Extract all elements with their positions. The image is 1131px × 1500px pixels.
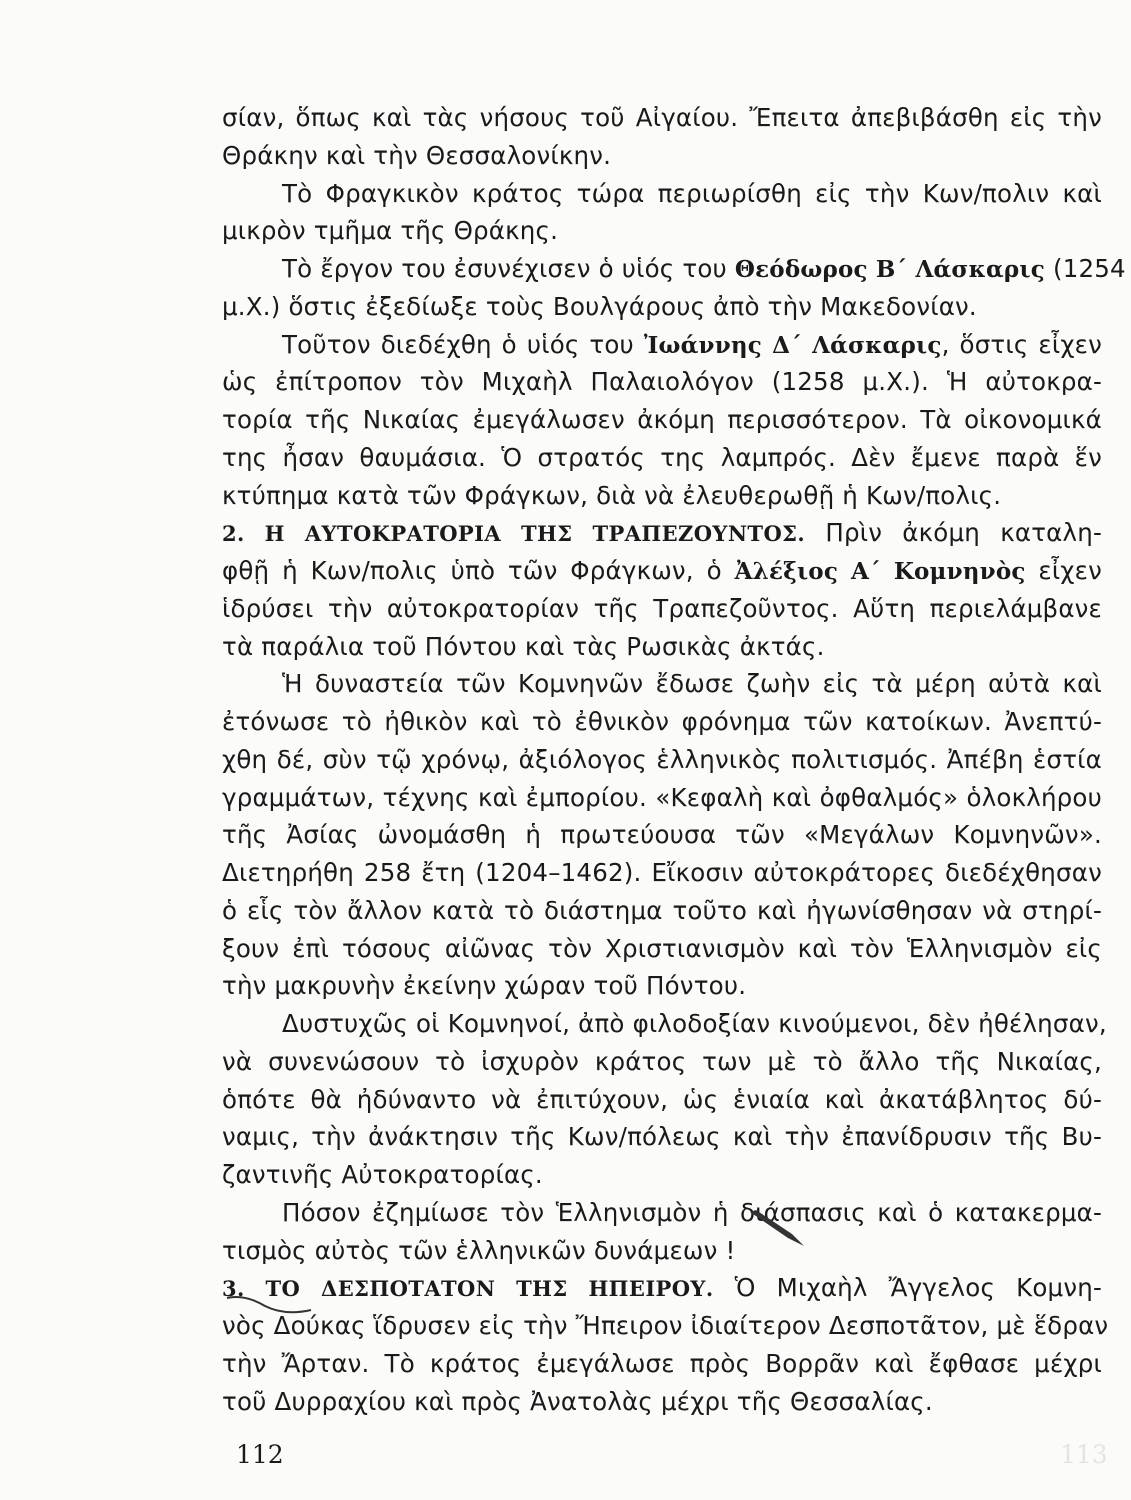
text-line: Θράκην καὶ τὴν Θεσσαλονίκην. <box>222 140 612 170</box>
text-line: Ἡ δυναστεία τῶν Κομνηνῶν ἔδωσε ζωὴν εἰς τὰ μέρη αὐτὰ καὶ <box>282 669 1102 699</box>
text-line: μ.Χ.) ὅστις ἐξεδίωξε τοὺς Βουλγάρους ἀπὸ τὴν Μακεδονίαν. <box>222 291 977 321</box>
text-line: της ἦσαν θαυμάσια. Ὁ στρατός της λαμπρός. Δὲν ἔμενε παρὰ ἕν <box>222 442 1102 472</box>
text-segment: εἶχεν <box>1025 556 1102 585</box>
text-line: ξουν ἐπὶ τόσους αἰῶνας τὸν Χριστιανισμὸν καὶ τὸν Ἑλληνισμὸν εἰς <box>222 933 1102 963</box>
bold-name: Θεόδωρος Β΄ Λάσκαρις <box>734 256 1045 283</box>
text-segment: Τοῦτον διεδέχθη ὁ υἱός του <box>282 329 644 359</box>
text-line <box>222 553 1102 589</box>
section-heading: 3. ΤΟ ΔΕΣΠΟΤΑΤΟΝ ΤΗΣ ΗΠΕΙΡΟΥ. <box>222 1276 714 1302</box>
text-line: σίαν, ὅπως καὶ τὰς νήσους τοῦ Αἰγαίου. Ἔπειτα ἀπεβιβάσθη εἰς τὴν <box>222 103 1102 132</box>
text-line: τὴν Ἄρταν. Τὸ κράτος ἐμεγάλωσε πρὸς Βορρᾶν καὶ ἔφθασε μέχρι <box>222 1348 1102 1378</box>
text-line: ζαντινῆς Αὐτοκρατορίας. <box>222 1160 543 1189</box>
text-line: τισμὸς αὐτὸς τῶν ἑλληνικῶν δυνάμεων ! <box>222 1235 736 1265</box>
text-line: ὁ εἷς τὸν ἄλλον κατὰ τὸ διάστημα τοῦτο καὶ ἠγωνίσθησαν νὰ στηρί- <box>222 895 1102 925</box>
text-line: τοῦ Δυρραχίου καὶ πρὸς Ἀνατολὰς μέχρι τῆς Θεσσαλίας. <box>222 1386 933 1416</box>
text-line: ὁπότε θὰ ἠδύναντο νὰ ἐπιτύχουν, ὡς ἑνιαία καὶ ἀκατάβλητος δύ- <box>222 1084 1102 1114</box>
section-heading: 2. Η ΑΥΤΟΚΡΑΤΟΡΙΑ ΤΗΣ ΤΡΑΠΕΖΟΥΝΤΟΣ. <box>222 521 806 547</box>
text-line: τὴν μακρυνὴν ἐκείνην χώραν τοῦ Πόντου. <box>222 971 747 1001</box>
text-line: ἐτόνωσε τὸ ἠθικὸν καὶ τὸ ἐθνικὸν φρόνημα τῶν κατοίκων. Ἀνεπτύ- <box>222 707 1102 736</box>
pen-stroke-mark <box>748 1208 808 1248</box>
text-segment: Τὸ ἔργον του ἐσυνέχισεν ὁ υἱός του <box>282 254 735 283</box>
pen-underline-mark <box>225 1292 315 1322</box>
text-line <box>222 1270 1102 1306</box>
text-line <box>222 515 1102 551</box>
page-number: 112 <box>236 1440 284 1469</box>
text-line: τῆς Ἀσίας ὠνομάσθη ἡ πρωτεύουσα τῶν «Μεγάλων Κομνηνῶν». <box>222 820 1102 850</box>
text-line: ὡς ἐπίτροπον τὸν Μιχαὴλ Παλαιολόγον (1258 μ.Χ.). Ἡ αὐτοκρα- <box>222 367 1102 397</box>
text-segment: φθῇ ἡ Κων/πολις ὑπὸ τῶν Φράγκων, ὁ <box>222 556 735 585</box>
text-segment: Πρὶν ἀκόμη καταλη- <box>805 518 1102 548</box>
text-line: γραμμάτων, τέχνης καὶ ἐμπορίου. «Κεφαλὴ καὶ ὀφθαλμός» ὁλοκλήρου <box>222 782 1102 812</box>
text-line: τὰ παράλια τοῦ Πόντου καὶ τὰς Ρωσικὰς ἀκτάς. <box>222 631 825 661</box>
text-segment: Ὁ Μιχαὴλ Ἄγγελος Κομνη- <box>713 1273 1102 1303</box>
text-line <box>282 251 1126 287</box>
text-line: ναμις, τὴν ἀνάκτησιν τῆς Κων/πόλεως καὶ τὴν ἐπανίδρυσιν τῆς Βυ- <box>222 1122 1102 1152</box>
text-line: χθη δέ, σὺν τῷ χρόνῳ, ἀξιόλογος ἑλληνικὸς πολιτισμός. Ἀπέβη ἑστία <box>222 744 1102 774</box>
text-segment: (1254 <box>1044 254 1126 283</box>
text-line: Δυστυχῶς οἱ Κομνηνοί, ἀπὸ φιλοδοξίαν κινούμενοι, δὲν ἠθέλησαν, <box>282 1009 1107 1038</box>
text-line: νὰ συνενώσουν τὸ ἰσχυρὸν κράτος των μὲ τὸ ἄλλο τῆς Νικαίας, <box>222 1046 1102 1076</box>
text-line: Τὸ Φραγκικὸν κράτος τώρα περιωρίσθη εἰς τὴν Κων/πολιν καὶ <box>282 178 1102 208</box>
text-line: Πόσον ἐζημίωσε τὸν Ἑλληνισμὸν ἡ διάσπασις καὶ ὁ κατακερμα- <box>282 1197 1102 1227</box>
text-line: τορία τῆς Νικαίας ἐμεγάλωσεν ἀκόμη περισσότερον. Τὰ οἰκονομικά <box>222 405 1102 434</box>
text-line: κτύπημα κατὰ τῶν Φράγκων, διὰ νὰ ἐλευθερωθῇ ἡ Κων/πολις. <box>222 480 1002 510</box>
bold-name: Ἀλέξιος Α΄ Κομνηνὸς <box>734 558 1026 585</box>
bold-name: Ἰωάννης Δ΄ Λάσκαρις <box>643 331 942 359</box>
bleed-through-page-number: 113 <box>1060 1440 1108 1469</box>
text-line: Διετηρήθη 258 ἔτη (1204–1462). Εἴκοσιν αὐτοκράτορες διεδέχθησαν <box>222 858 1102 887</box>
text-line: νὸς Δούκας ἵδρυσεν εἰς τὴν Ἤπειρον ἰδιαίτερον Δεσποτᾶτον, μὲ ἕδραν <box>222 1311 1109 1340</box>
text-segment: , ὅστις εἶχεν <box>941 329 1103 359</box>
text-line: μικρὸν τμῆμα τῆς Θράκης. <box>222 216 559 246</box>
text-line: ἱδρύσει τὴν αὐτοκρατορίαν τῆς Τραπεζοῦντος. Αὕτη περιελάμβανε <box>222 593 1102 623</box>
text-line <box>282 327 1102 363</box>
